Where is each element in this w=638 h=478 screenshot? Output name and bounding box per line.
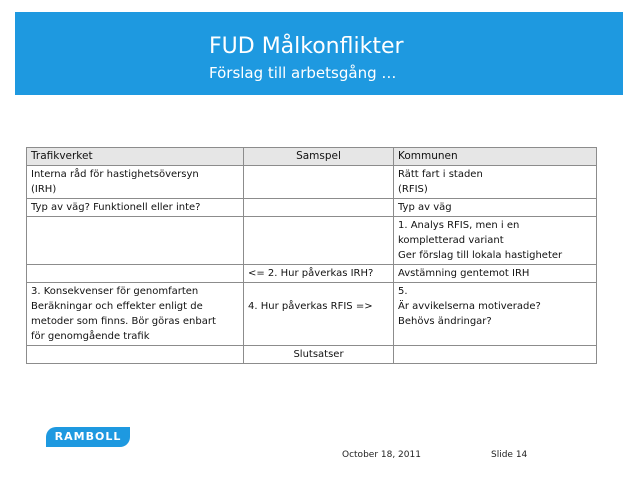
table-cell-trafikverket bbox=[27, 199, 244, 217]
cell-line: Beräkningar och effekter enligt de bbox=[31, 301, 203, 312]
table-row bbox=[27, 346, 597, 364]
column-header-trafikverket: Trafikverket bbox=[27, 148, 244, 166]
cell-line: Behövs ändringar? bbox=[398, 316, 492, 327]
table-cell-samspel bbox=[244, 199, 394, 217]
cell-line: Ger förslag till lokala hastigheter bbox=[398, 250, 563, 261]
cell-line: <= 2. Hur påverkas IRH? bbox=[248, 268, 374, 279]
table-header-row bbox=[27, 148, 597, 166]
table-cell-kommunen bbox=[394, 283, 597, 346]
table-cell-trafikverket bbox=[27, 166, 244, 199]
table-cell-samspel bbox=[244, 265, 394, 283]
cell-line: kompletterad variant bbox=[398, 235, 504, 246]
cell-line: Slutsatser bbox=[293, 349, 344, 360]
cell-line: (IRH) bbox=[31, 184, 57, 195]
table-cell-trafikverket bbox=[27, 217, 244, 265]
cell-line: Är avvikelserna motiverade? bbox=[398, 301, 541, 312]
cell-line bbox=[248, 284, 389, 299]
cell-line: 4. Hur påverkas RFIS => bbox=[248, 301, 373, 312]
table-cell-kommunen bbox=[394, 199, 597, 217]
table-cell-kommunen bbox=[394, 265, 597, 283]
cell-line: Avstämning gentemot IRH bbox=[398, 268, 530, 279]
table-row bbox=[27, 217, 597, 265]
cell-line: Interna råd för hastighetsöversyn bbox=[31, 169, 199, 180]
table-cell-kommunen bbox=[394, 166, 597, 199]
table-cell-samspel bbox=[244, 346, 394, 364]
cell-line: Rätt fart i staden bbox=[398, 169, 483, 180]
cell-line: Typ av väg? Funktionell eller inte? bbox=[31, 202, 201, 213]
ramboll-logo: RAMBOLL bbox=[46, 427, 130, 447]
footer-date: October 18, 2011 bbox=[342, 450, 421, 460]
table-row bbox=[27, 283, 597, 346]
table-row bbox=[27, 199, 597, 217]
column-header-samspel: Samspel bbox=[244, 148, 394, 166]
worksteps-table bbox=[26, 147, 597, 364]
cell-line: metoder som finns. Bör göras enbart bbox=[31, 316, 216, 327]
table-cell-kommunen bbox=[394, 346, 597, 364]
cell-line: för genomgående trafik bbox=[31, 331, 150, 342]
table-cell-kommunen bbox=[394, 217, 597, 265]
table-cell-trafikverket bbox=[27, 283, 244, 346]
table-cell-trafikverket bbox=[27, 346, 244, 364]
slide-title: FUD Målkonflikter bbox=[209, 34, 404, 59]
cell-line: 5. bbox=[398, 286, 408, 297]
table-cell-samspel bbox=[244, 283, 394, 346]
cell-line: 3. Konsekvenser för genomfarten bbox=[31, 286, 199, 297]
slide-number: Slide 14 bbox=[491, 450, 528, 460]
slide-subtitle: Förslag till arbetsgång … bbox=[209, 64, 397, 82]
table-cell-trafikverket bbox=[27, 265, 244, 283]
cell-line: (RFIS) bbox=[398, 184, 428, 195]
cell-line: Typ av väg bbox=[398, 202, 452, 213]
cell-line: 1. Analys RFIS, men i en bbox=[398, 220, 520, 231]
column-header-kommunen: Kommunen bbox=[394, 148, 597, 166]
table-cell-samspel bbox=[244, 166, 394, 199]
table-row bbox=[27, 265, 597, 283]
table-row bbox=[27, 166, 597, 199]
table-cell-samspel bbox=[244, 217, 394, 265]
